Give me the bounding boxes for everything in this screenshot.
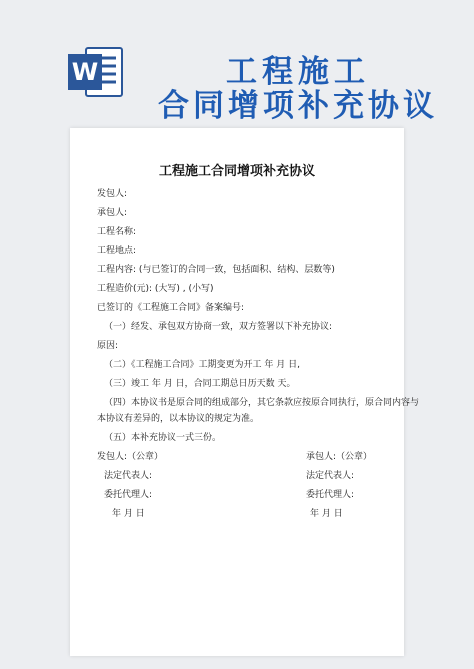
field-project-content: 工程内容: (与已签订的合同一致，包括面积、结构、层数等) bbox=[97, 265, 335, 275]
field-employer: 发包人: bbox=[97, 189, 128, 199]
field-project-cost: 工程造价(元): (大写) , (小写) bbox=[97, 284, 214, 294]
sign-employer-date: 年 月 日 bbox=[112, 509, 145, 519]
word-icon bbox=[64, 40, 128, 104]
word-logo-letter: W bbox=[71, 58, 99, 86]
sign-employer-rep: 法定代表人: bbox=[104, 471, 153, 481]
clause-3: （三）竣工 年 月 日，合同工期总日历天数 天。 bbox=[104, 379, 296, 389]
sign-employer-agent: 委托代理人: bbox=[104, 490, 153, 500]
clause-4: （四）本协议书是原合同的组成部分，其它条款应按原合同执行，原合同内容与 bbox=[104, 398, 420, 408]
field-project-name: 工程名称: bbox=[97, 227, 137, 237]
header-title-line1: 工程施工 bbox=[226, 54, 370, 90]
header-title-line2: 合同增项补充协议 bbox=[158, 88, 438, 124]
field-reason: 原因: bbox=[97, 341, 119, 351]
field-contractor: 承包人: bbox=[97, 208, 128, 218]
clause-2: （二）《工程施工合同》工期变更为开工 年 月 日, bbox=[104, 360, 300, 370]
sign-contractor: 承包人:（公章） bbox=[306, 452, 373, 462]
field-project-location: 工程地点: bbox=[97, 246, 137, 256]
sign-employer: 发包人:（公章） bbox=[97, 452, 164, 462]
document-title: 工程施工合同增项补充协议 bbox=[158, 164, 315, 179]
clause-4-cont: 本协议有差异的，以本协议的规定为准。 bbox=[97, 414, 260, 424]
sign-contractor-date: 年 月 日 bbox=[310, 509, 343, 519]
document-page bbox=[70, 128, 420, 656]
field-contract-number: 已签订的《工程施工合同》备案编号: bbox=[97, 303, 245, 313]
clause-5: （五）本补充协议一式三份。 bbox=[104, 433, 222, 443]
sign-contractor-rep: 法定代表人: bbox=[306, 471, 355, 481]
clause-1: （一）经发、承包双方协商一致，双方签署以下补充协议: bbox=[104, 322, 333, 332]
sign-contractor-agent: 委托代理人: bbox=[306, 490, 355, 500]
